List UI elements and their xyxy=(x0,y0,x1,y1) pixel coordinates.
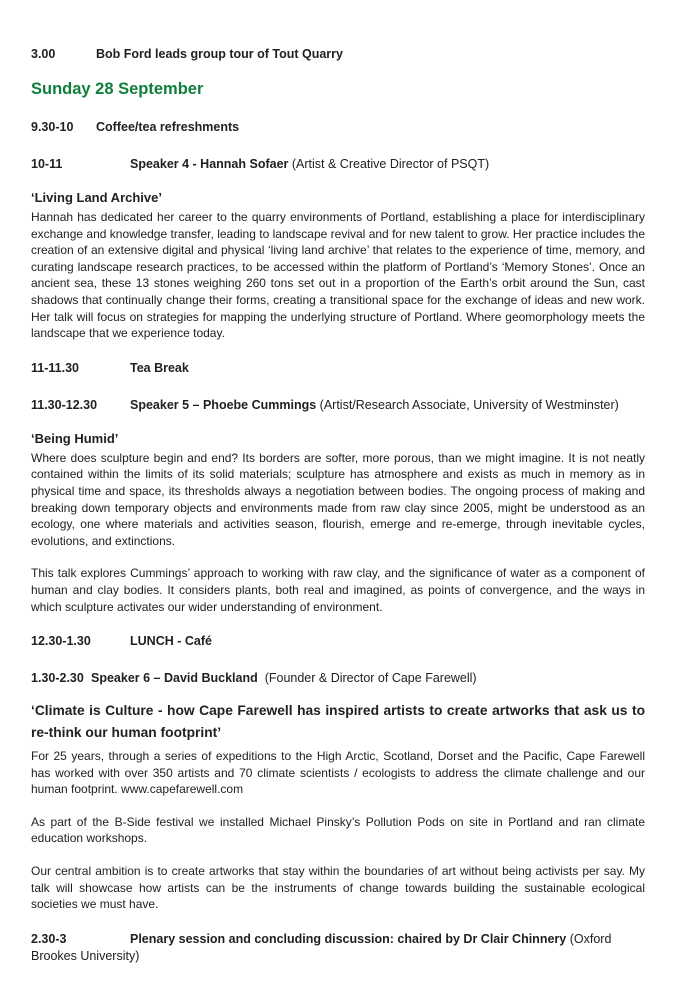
talk-title-living-land-archive: ‘Living Land Archive’ xyxy=(31,190,162,205)
time-label: 1.30-2.30 xyxy=(31,671,84,686)
schedule-row-lunch xyxy=(31,633,645,649)
talk-abstract: Hannah has dedicated her career to the quarry environments of Portland, establishing a place for interdisciplinary exchange and knowledge transfer, leading to landscape revival and for new talent to grow. Her practice includes the creation of an extensive digital and physical ‘living land archive’ that relates to the experience of time, memory, and curating landscape research practices, to be accessed within the platform of Portland’s ‘Memory Stones’. Once an ancient sea, these 13 stones weighing 260 tons set out in a proportion of the Earth’s orbit around the Sun, cast shadows that continually change their forms, creating a transitional space for the exchange of ideas and new work. Her talk will focus on strategies for mapping the underlying structure of Portland. Where geomorphology meets the landscape that we experience today. xyxy=(31,210,645,341)
talk-abstract: This talk explores Cummings’ approach to working with raw clay, and the significance of water as a component of human and clay bodies. It considers plants, both real and imagined, as points of convergence, and the ways in which sculpture activates our wider understanding of environment. xyxy=(31,566,645,614)
event-title: Plenary session and concluding discussion: chaired by Dr Clair Chinnery xyxy=(130,931,567,946)
event-title: Coffee/tea refreshments xyxy=(96,120,240,134)
schedule-row-tea xyxy=(31,360,645,376)
talk-abstract: Where does sculpture begin and end? Its borders are softer, more porous, than we might imagine. It is not neatly contained within the limits of its solid materials; sculpture has atmosphere and exists as much in memory as in physical time and space, its thresholds always a negotiation between bodies. The ongoing process of making and breaking down temporary objects and environments made from raw clay since 2005, might be understood as an ecology, one where materials and activities season, flourish, emerge and re-emerge, through inevitable cycles, evolutions, and extinctions. xyxy=(31,450,645,548)
speaker-name: Speaker 6 – David Buckland xyxy=(91,671,258,686)
talk-abstract: As part of the B-Side festival we installed Michael Pinsky’s Pollution Pods on site in Portland and ran climate education workshops. xyxy=(31,814,645,846)
speaker-name: Speaker 4 - Hannah Sofaer xyxy=(130,157,289,171)
schedule-row-plenary xyxy=(31,931,645,965)
talk-abstract: For 25 years, through a series of expeditions to the High Arctic, Scotland, Dorset and the Pacific, Cape Farewell has worked with over 350 artists and 70 climate scientists / ecologists to address the climate challenge and our human footprint. www.capefarewell.com xyxy=(31,749,645,797)
time-label: 2.30-3 xyxy=(31,931,67,946)
speaker-name: Speaker 5 – Phoebe Cummings xyxy=(130,397,317,412)
speaker-affiliation: (Founder & Director of Cape Farewell) xyxy=(264,671,477,686)
day-heading: Sunday 28 September xyxy=(31,80,204,98)
event-affiliation: (Oxford Brookes University) xyxy=(31,931,612,963)
time-label: 9.30-10 xyxy=(31,120,74,134)
talk-title-being-humid: ‘Being Humid’ xyxy=(31,430,119,446)
talk-title-climate-is-culture: ‘Climate is Culture - how Cape Farewell has inspired artists to create artworks that ask us to re-think our human footprint’ xyxy=(31,703,645,741)
time-label: 11-11.30 xyxy=(31,360,79,375)
schedule-row-speaker6 xyxy=(31,670,645,686)
event-title: LUNCH - Café xyxy=(130,634,212,649)
schedule-row-speaker5 xyxy=(31,397,645,413)
time-label: 3.00 xyxy=(31,47,56,61)
schedule-row-coffee xyxy=(31,119,645,135)
event-title: Tea Break xyxy=(130,360,189,375)
talk-abstract: Our central ambition is to create artworks that stay within the boundaries of art without being activists per say. My talk will showcase how artists can be the instruments of change towards building the sustainable ecological societies we must have. xyxy=(31,864,645,912)
speaker-affiliation: (Artist & Creative Director of PSQT) xyxy=(291,157,490,171)
time-label: 11.30-12.30 xyxy=(31,397,98,412)
event-title: Bob Ford leads group tour of Tout Quarry xyxy=(96,47,343,61)
schedule-row-speaker4 xyxy=(31,156,645,172)
time-label: 10-11 xyxy=(31,157,63,171)
schedule-row-tour xyxy=(31,46,645,62)
time-label: 12.30-1.30 xyxy=(31,634,91,649)
speaker-affiliation: (Artist/Research Associate, University of Westminster) xyxy=(319,397,619,412)
